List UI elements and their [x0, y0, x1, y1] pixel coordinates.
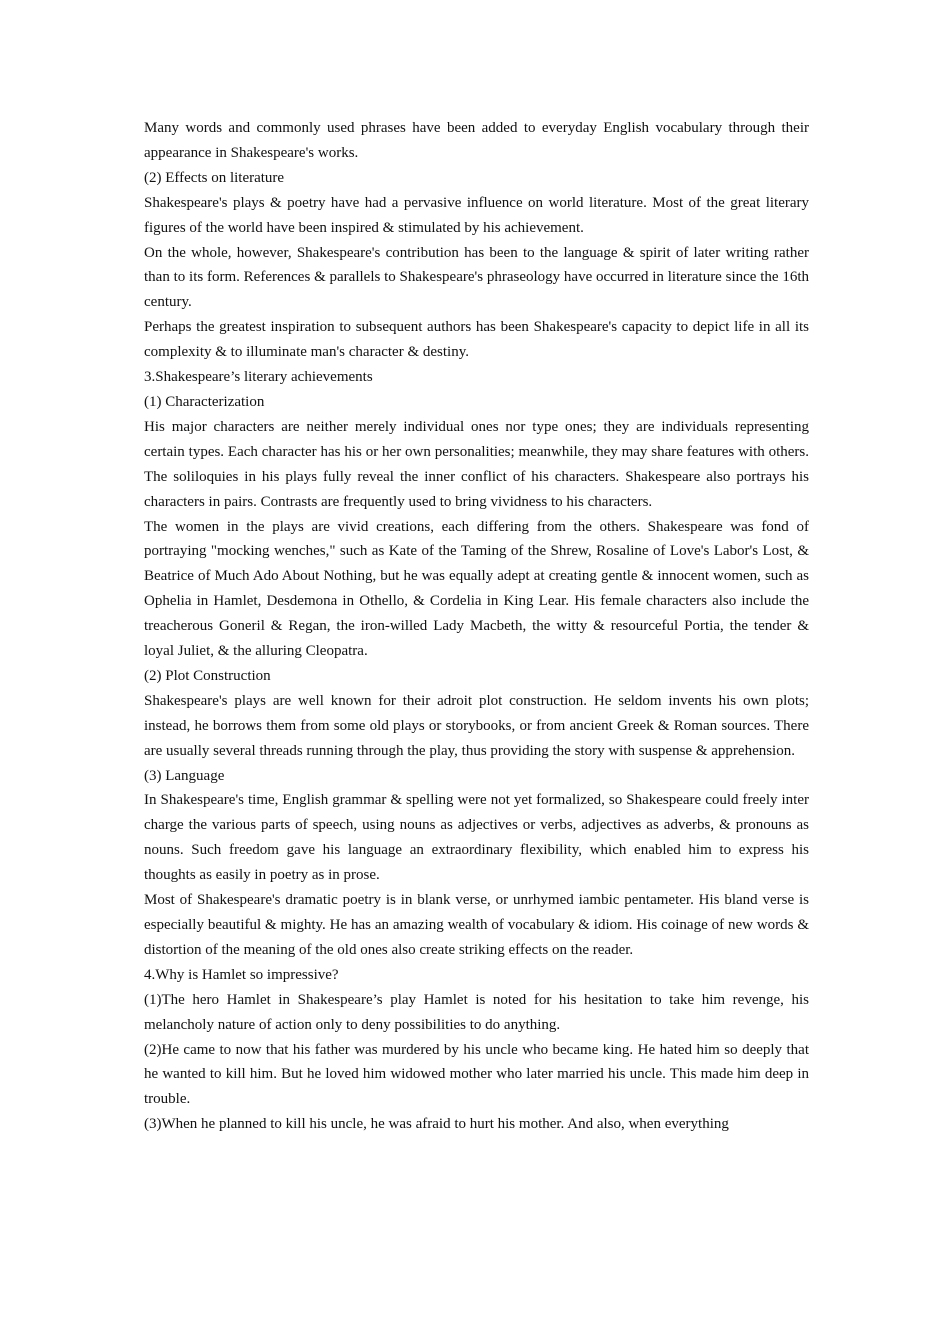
- paragraph-plot: Shakespeare's plays are well known for their adroit plot construction. He seldom invents his own plots; instead, he borrows them from some old plays or storybooks, or from ancient Greek & Roman sources. There are usually several threads running through the play, thus providing the story with suspense & apprehension.: [144, 692, 809, 759]
- paragraph-vocabulary: Many words and commonly used phrases have been added to everyday English vocabulary through their appearance in Shakespeare's works.: [144, 120, 809, 161]
- paragraph-women: The women in the plays are vivid creations, each differing from the others. Shakespeare was fond of portraying "mocking wenches," such as Kate of the Taming of the Shrew, Rosaline of Love's Labor's Lost, & Beatrice of Much Ado About Nothing, but he was equally adept at creating gentle & innocent women, such as Ophelia in Hamlet, Desdemona in Othello, & Cordelia in King Lear. His female characters also include the treacherous Goneril & Regan, the iron-willed Lady Macbeth, the witty & resourceful Portia, the tender & loyal Juliet, & the alluring Cleopatra.: [144, 518, 809, 660]
- heading-literary-achievements: 3.Shakespeare’s literary achievements: [144, 369, 373, 386]
- paragraph-influence: Shakespeare's plays & poetry have had a pervasive influence on world literature. Most of the great literary figures of the world have been inspired & stimulated by his achievement.: [144, 194, 809, 236]
- paragraph-hamlet-2: (2)He came to now that his father was murdered by his uncle who became king. He hated him so deeply that he wanted to kill him. But he loved him widowed mother who later married his uncle. This made him deep in trouble.: [144, 1041, 809, 1108]
- paragraph-contribution: On the whole, however, Shakespeare's contribution has been to the language & spirit of later writing rather than to its form. References & parallels to Shakespeare's phraseology have occurred in literature since the 16th century.: [144, 244, 809, 311]
- document-page: [144, 116, 809, 1137]
- paragraph-blank-verse: Most of Shakespeare's dramatic poetry is in blank verse, or unrhymed iambic pentameter. His bland verse is especially beautiful & mighty. He has an amazing wealth of vocabulary & idiom. His coinage of new words & distortion of the meaning of the old ones also create striking effects on the reader.: [144, 892, 809, 958]
- paragraph-hamlet-1: (1)The hero Hamlet in Shakespeare’s play Hamlet is noted for his hesitation to take him revenge, his melancholy nature of action only to deny possibilities to do anything.: [144, 991, 809, 1033]
- paragraph-major-characters: His major characters are neither merely individual ones nor type ones; they are individuals representing certain types. Each character has his or her own personalities; meanwhile, they may share features with others. The soliloquies in his plays fully reveal the inner conflict of his characters. Shakespeare also portrays his characters in pairs. Contrasts are frequently used to bring vividness to his characters.: [144, 418, 809, 510]
- paragraph-inspiration: Perhaps the greatest inspiration to subsequent authors has been Shakespeare's capacity to depict life in all its complexity & to illuminate man's character & destiny.: [144, 319, 809, 361]
- heading-characterization: (1) Characterization: [144, 393, 265, 410]
- heading-language: (3) Language: [144, 767, 225, 784]
- heading-effects-on-literature: (2) Effects on literature: [144, 169, 285, 186]
- paragraph-grammar: In Shakespeare's time, English grammar & spelling were not yet formalized, so Shakespeare could freely inter charge the various parts of speech, using nouns as adjectives or verbs, adjectives as adverbs, & pronouns as nouns. Such freedom gave his language an extraordinary flexibility, which enabled him to express his thoughts as easily in poetry as in prose.: [144, 792, 809, 884]
- paragraph-hamlet-3: (3)When he planned to kill his uncle, he was afraid to hurt his mother. And also, when everything: [144, 1116, 729, 1133]
- heading-hamlet: 4.Why is Hamlet so impressive?: [144, 966, 339, 983]
- heading-plot-construction: (2) Plot Construction: [144, 667, 271, 684]
